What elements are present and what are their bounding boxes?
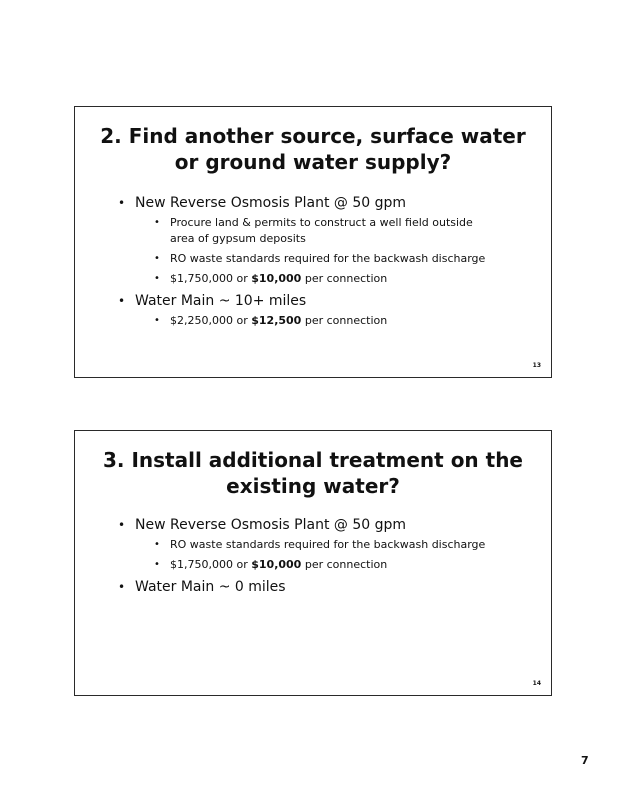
cost-suffix: per connection: [301, 314, 388, 327]
bullet-text: Water Main ~ 10+ miles: [135, 293, 307, 309]
cost-suffix: per connection: [301, 272, 388, 285]
sub-list-item: [152, 215, 551, 247]
cost-per-connection: $10,000: [251, 558, 302, 571]
slide-number: 13: [532, 362, 541, 369]
slide-title-line-1: 2. Find another source, surface water: [100, 124, 526, 148]
bullet-text: New Reverse Osmosis Plant @ 50 gpm: [135, 195, 407, 211]
slide-title-line-2: existing water?: [226, 474, 400, 498]
cost-per-connection: $12,500: [251, 314, 302, 327]
sub-bullet-list: [135, 537, 551, 573]
cost-text: $2,250,000 or: [170, 314, 252, 327]
sub-list-item: [152, 271, 551, 287]
cost-per-connection: $10,000: [251, 272, 302, 285]
sub-bullet-list: [135, 313, 551, 329]
sub-bullet-list: [135, 215, 551, 287]
slide-title-line-2: or ground water supply?: [174, 150, 452, 174]
slide-13: [74, 106, 552, 378]
sub-bullet-text: Procure land & permits to construct a well field outside area of gypsum deposits: [170, 216, 473, 245]
list-item: [75, 515, 551, 573]
slide-title: [85, 123, 541, 175]
sub-list-item: [152, 251, 551, 267]
sub-list-item: [152, 537, 551, 553]
sub-list-item: [152, 313, 551, 329]
bullet-list: [75, 193, 551, 333]
slide-title-line-1: 3. Install additional treatment on the: [103, 448, 523, 472]
cost-text: $1,750,000 or: [170, 272, 252, 285]
slide-number: 14: [532, 680, 541, 687]
cost-suffix: per connection: [301, 558, 388, 571]
slide-14: [74, 430, 552, 696]
list-item: [75, 577, 551, 597]
cost-text: $1,750,000 or: [170, 558, 252, 571]
list-item: [75, 291, 551, 329]
bullet-text: New Reverse Osmosis Plant @ 50 gpm: [135, 517, 407, 533]
list-item: [75, 193, 551, 287]
bullet-list: [75, 515, 551, 600]
bullet-text: Water Main ~ 0 miles: [135, 579, 286, 595]
sub-list-item: [152, 557, 551, 573]
sub-bullet-text: RO waste standards required for the backwash discharge: [170, 538, 486, 551]
sub-bullet-text: RO waste standards required for the backwash discharge: [170, 252, 486, 265]
slide-title: [85, 447, 541, 499]
page-number: 7: [581, 754, 589, 767]
